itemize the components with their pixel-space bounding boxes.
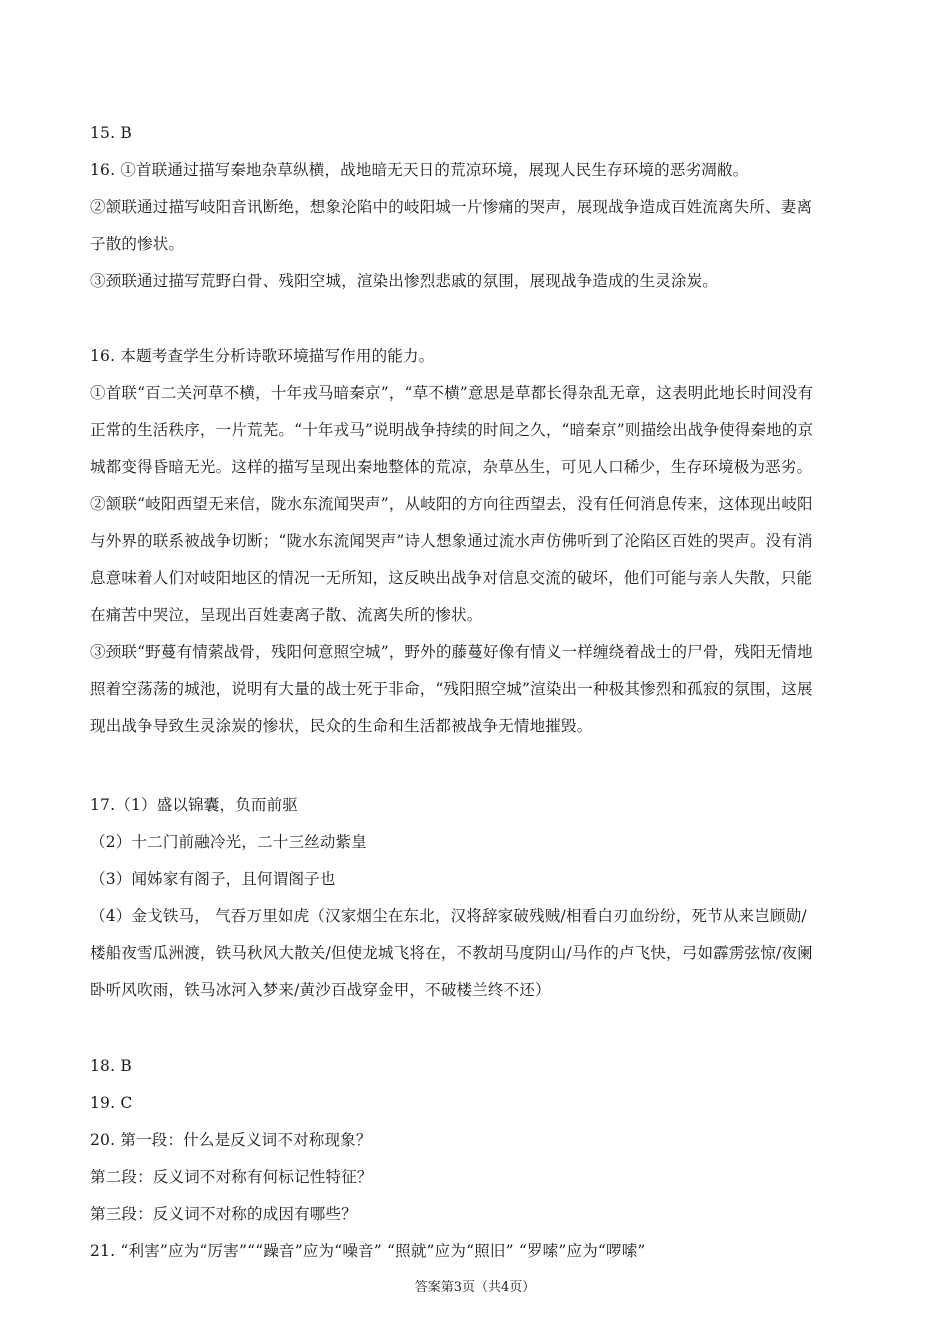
answer-17-line: （2）十二门前融冷光，二十三丝动紫皇 xyxy=(90,833,367,851)
answer-19: 19. C xyxy=(90,1094,133,1112)
analysis-16-line: ③颈联“野蔓有情萦战骨，残阳何意照空城”，野外的藤蔓好像有情义一样缠绕着战士的尸骨，残阳无情地 xyxy=(90,643,813,661)
analysis-16-line: 息意味着人们对岐阳地区的情况一无所知，这反映出战争对信息交流的破坏，他们可能与亲人失散，只能 xyxy=(90,569,813,587)
answer-16-line: 子散的惨状。 xyxy=(90,235,185,253)
answer-17-line: （4）金戈铁马， 气吞万里如虎（汉家烟尘在东北，汉将辞家破残贼/相看白刃血纷纷，死节从来岂顾勋/ xyxy=(90,907,807,925)
analysis-16-line: 现出战争导致生灵涂炭的惨状，民众的生命和生活都被战争无情地摧毁。 xyxy=(90,717,593,735)
analysis-16-line: 在痛苦中哭泣，呈现出百姓妻离子散、流离失所的惨状。 xyxy=(90,606,483,624)
answer-16-line: ③颈联通过描写荒野白骨、残阳空城，渲染出惨烈悲戚的氛围，展现战争造成的生灵涂炭。 xyxy=(90,272,719,290)
answer-16-line: ②颔联通过描写岐阳音讯断绝，想象沦陷中的岐阳城一片惨痛的哭声，展现战争造成百姓流离失所、妻离 xyxy=(90,198,813,216)
answer-20-line: 第三段：反义词不对称的成因有哪些？ xyxy=(90,1205,357,1223)
answer-17-line: 17.（1）盛以锦囊，负而前驱 xyxy=(90,796,299,814)
answer-15: 15. B xyxy=(90,124,132,142)
answers-15-16 xyxy=(90,115,870,300)
answer-17-line: 卧听风吹雨，铁马冰河入梦来/黄沙百战穿金甲，不破楼兰终不还） xyxy=(90,981,551,999)
analysis-16-line: ①首联“百二关河草不横，十年戎马暗秦京”，“草不横”意思是草都长得杂乱无章，这表明此地长时间没有 xyxy=(90,384,814,402)
answer-20-line: 20. 第一段：什么是反义词不对称现象？ xyxy=(90,1131,372,1149)
analysis-16-line: 16. 本题考查学生分析诗歌环境描写作用的能力。 xyxy=(90,347,435,365)
page-footer: 答案第3页（共4页） xyxy=(414,1280,536,1295)
analysis-16-line: 正常的生活秩序，一片荒芜。“十年戎马”说明战争持续的时间之久，“暗秦京”则描绘出战争使得秦地的京 xyxy=(90,421,814,439)
answers-17 xyxy=(90,787,870,1009)
analysis-16-line: ②颔联“岐阳西望无来信，陇水东流闻哭声”，从岐阳的方向往西望去，没有任何消息传来，这体现出岐阳 xyxy=(90,495,813,513)
answer-21: 21. “利害”应为“厉害”““躁音”应为“噪音” “照就”应为“照旧” “罗嗦”应为“啰嗦” xyxy=(90,1242,646,1260)
answer-18: 18. B xyxy=(90,1057,132,1075)
answers-18-21 xyxy=(90,1048,870,1270)
analysis-16-line: 照着空荡荡的城池，说明有大量的战士死于非命，“残阳照空城”渲染出一种极其惨烈和孤寂的氛围，这展 xyxy=(90,680,813,698)
answer-20-line: 第二段：反义词不对称有何标记性特征？ xyxy=(90,1168,373,1186)
answer-17-line: （3）闻姊家有阁子，且何谓阁子也 xyxy=(90,870,336,888)
analysis-16-line: 与外界的联系被战争切断；“陇水东流闻哭声”诗人想象通过流水声仿佛听到了沦陷区百姓的哭声。没有消 xyxy=(90,532,813,550)
answer-16-line: 16. ①首联通过描写秦地杂草纵横，战地暗无天日的荒凉环境，展现人民生存环境的恶劣凋敝。 xyxy=(90,161,749,179)
analysis-16-line: 城都变得昏暗无光。这样的描写呈现出秦地整体的荒凉，杂草丛生，可见人口稀少，生存环境极为恶劣。 xyxy=(90,458,813,476)
analysis-16 xyxy=(90,338,870,745)
answer-17-line: 楼船夜雪瓜洲渡，铁马秋风大散关/但使龙城飞将在，不教胡马度阴山/马作的卢飞快，弓如霹雳弦惊/夜阑 xyxy=(90,944,813,962)
